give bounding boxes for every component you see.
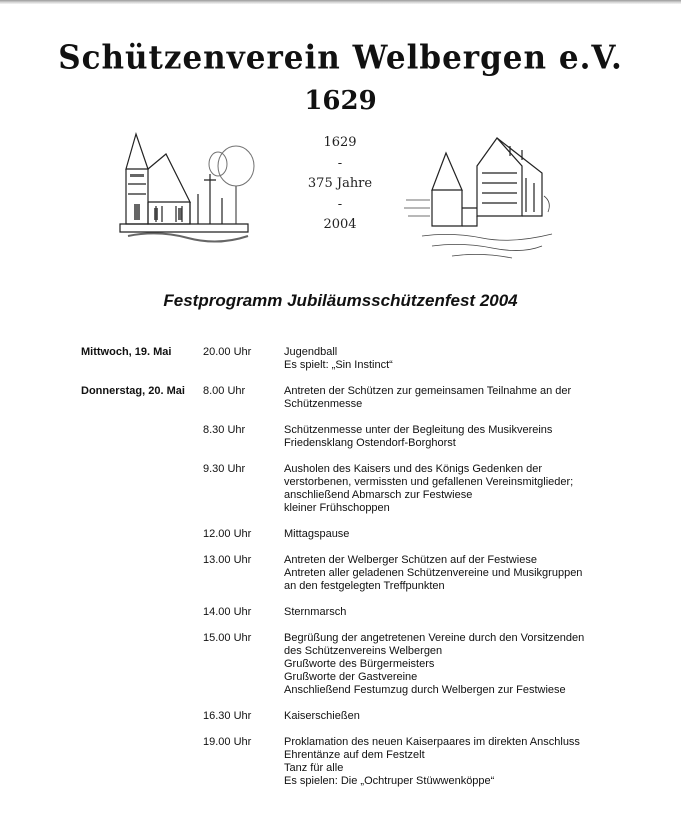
entry-description	[284, 606, 621, 619]
entry-day	[81, 606, 203, 619]
schedule-entry	[81, 385, 621, 411]
description-line: Antreten der Welberger Schützen auf der Festwiese	[284, 553, 537, 566]
anniversary-block	[290, 133, 390, 236]
entry-description	[284, 632, 621, 698]
anniversary-start-year: 1629	[323, 135, 357, 150]
entry-day	[81, 528, 203, 541]
schedule-entry	[81, 424, 621, 450]
description-line: Es spielt: „Sin Instinct“	[284, 359, 393, 372]
entry-day	[81, 632, 203, 698]
anniversary-dash-2: -	[337, 196, 343, 212]
description-line: Antreten aller geladenen Schützenvereine und Musikgruppen	[284, 566, 583, 579]
church-illustration	[118, 124, 268, 274]
schedule-entry	[81, 632, 621, 698]
entry-day	[81, 736, 203, 789]
description-line: Es spielen: Die „Ochtruper Stüwwenköppe“	[284, 775, 495, 788]
entry-time: 8.30 Uhr	[203, 423, 246, 436]
entry-day	[81, 554, 203, 594]
entry-description	[284, 346, 621, 372]
entry-time: 16.30 Uhr	[203, 710, 252, 723]
anniversary-years: 375 Jahre	[307, 176, 373, 191]
schedule-entry	[81, 710, 621, 723]
castle-illustration	[402, 128, 557, 268]
festival-schedule	[81, 346, 621, 801]
description-line: Schützenmesse unter der Begleitung des Musikvereins	[284, 423, 553, 436]
churchyard-wall	[120, 224, 248, 232]
manor-roof	[497, 138, 542, 216]
description-line: Sternmarsch	[284, 605, 347, 618]
round-tower	[432, 190, 462, 226]
entry-time: 20.00 Uhr	[203, 346, 252, 358]
description-line: Grußworte des Bürgermeisters	[284, 657, 435, 670]
description-line: Antreten der Schützen zur gemeinsamen Teilnahme an der	[284, 384, 572, 397]
entry-time: 13.00 Uhr	[203, 553, 252, 566]
entry-time: 15.00 Uhr	[203, 631, 252, 644]
description-line: Kaiserschießen	[284, 710, 360, 723]
entry-day: Mittwoch, 19. Mai	[81, 346, 172, 358]
description-line: Mittagspause	[284, 528, 350, 541]
entry-time: 9.30 Uhr	[203, 462, 246, 475]
entry-day	[81, 463, 203, 516]
schedule-entry	[81, 736, 621, 789]
description-line: Ausholen des Kaisers und des Königs Gedenken der	[284, 462, 543, 475]
moat-water	[422, 234, 552, 258]
description-line: Begrüßung der angetretenen Vereine durch den Vorsitzenden	[284, 631, 585, 644]
program-title: Festprogramm Jubiläumsschützenfest 2004	[163, 291, 518, 310]
schedule-entry	[81, 606, 621, 619]
anniversary-dash-1: -	[337, 155, 343, 171]
description-line: Friedensklang Ostendorf-Borghorst	[284, 437, 456, 450]
entry-day: Donnerstag, 20. Mai	[81, 384, 185, 397]
church-roof	[148, 154, 190, 202]
founded-year: 1629	[304, 86, 377, 116]
description-line: anschließend Abmarsch zur Festwiese	[284, 489, 473, 502]
description-line: Proklamation des neuen Kaiserpaares im direkten Anschluss	[284, 735, 580, 748]
description-line: kleiner Frühschoppen	[284, 502, 390, 515]
schedule-entry	[81, 554, 621, 594]
description-line: Ehrentänze auf dem Festzelt	[284, 748, 425, 761]
entry-day	[81, 710, 203, 723]
anniversary-end-year: 2004	[323, 217, 357, 232]
entry-description	[284, 528, 621, 541]
description-line: Grußworte der Gastvereine	[284, 671, 418, 684]
description-line: an den festgelegten Treffpunkten	[284, 580, 445, 593]
schedule-entry	[81, 463, 621, 516]
description-line: Schützenmesse	[284, 398, 363, 411]
entry-time: 14.00 Uhr	[203, 605, 252, 618]
entry-description	[284, 385, 621, 411]
entry-description	[284, 710, 621, 723]
tower-roof	[432, 153, 462, 190]
entry-time: 12.00 Uhr	[203, 528, 252, 541]
entry-description	[284, 554, 621, 594]
entry-time: 8.00 Uhr	[203, 384, 246, 397]
description-line: Anschließend Festumzug durch Welbergen zur Festwiese	[284, 684, 566, 697]
entry-description	[284, 424, 621, 450]
entry-description	[284, 463, 621, 516]
description-line: verstorbenen, vermissten und gefallenen Vereinsmitglieder;	[284, 475, 574, 488]
schedule-entry	[81, 346, 621, 372]
page-top-border	[0, 0, 681, 4]
cross	[204, 174, 216, 190]
manor-gable	[477, 138, 522, 216]
club-name-heading: Schützenverein Welbergen e.V.	[58, 39, 623, 77]
description-line: Tanz für alle	[284, 762, 344, 775]
church-spire	[126, 134, 148, 169]
entry-day	[81, 424, 203, 450]
schedule-entry	[81, 528, 621, 541]
description-line: des Schützenvereins Welbergen	[284, 644, 443, 657]
entry-description	[284, 736, 621, 789]
description-line: Jugendball	[284, 346, 338, 358]
entry-time: 19.00 Uhr	[203, 735, 252, 748]
